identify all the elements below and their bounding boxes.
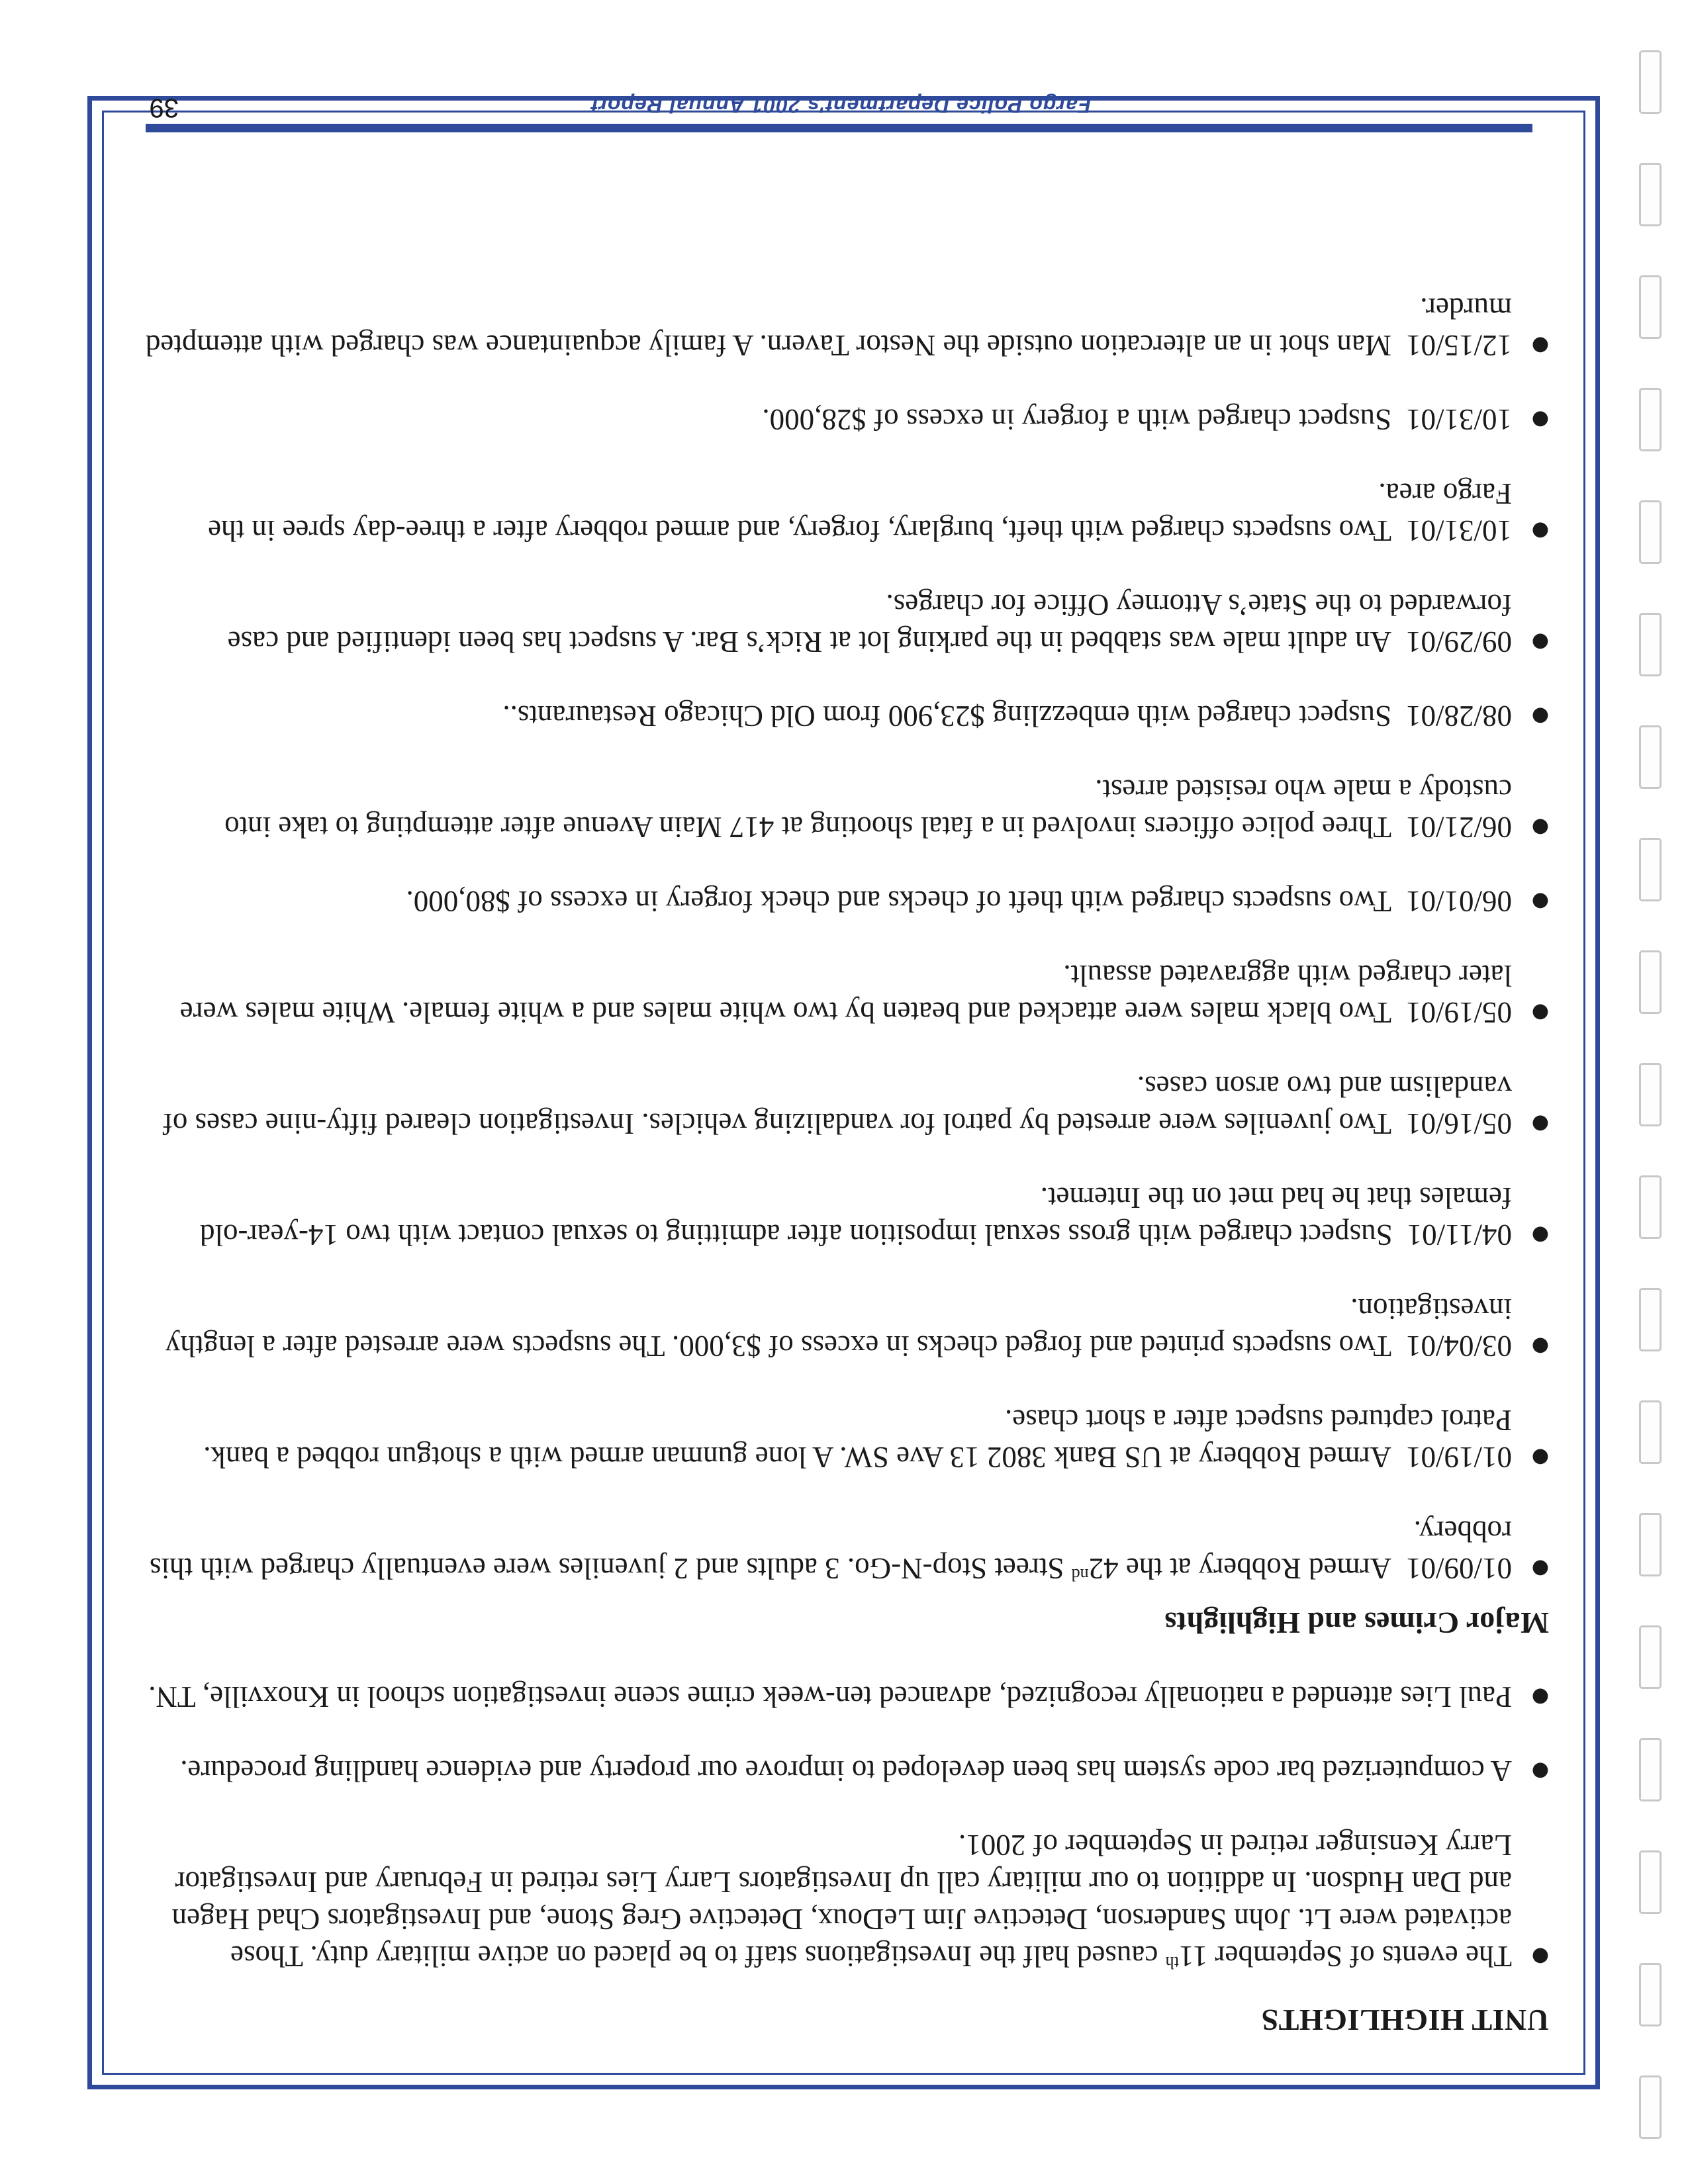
crime-superscript: nd [1071, 1565, 1089, 1584]
crime-date: 03/04/01 [1405, 1330, 1512, 1363]
crime-description: Suspect charged with a forgery in excess of $28,000. [762, 403, 1391, 436]
item-text: The events of September 11 [1178, 1940, 1512, 1973]
item-text: A computerized bar code system has been developed to improve our property and evidence handling procedure. [180, 1754, 1512, 1788]
item-superscript: th [1165, 1953, 1179, 1972]
crime-description-continued: Street Stop-N-Go. 3 adults and 2 juveniles were eventually charged with this robbery. [149, 1515, 1512, 1585]
crime-description: Suspect charged with embezzling $23,900 from Old Chicago Restaurants.. [502, 700, 1391, 733]
item-text: Paul Lies attended a nationally recognized, advanced ten-week crime scene investigation school in Knoxville, TN. [148, 1680, 1512, 1713]
crime-description: Two black males were attacked and beaten by two white males and a white female. White males were later charged with aggravated assault. [179, 959, 1512, 1029]
crime-date: 08/28/01 [1405, 700, 1512, 733]
crime-description: Two suspects charged with theft of checks and check forgery in excess of $80,000. [406, 885, 1391, 918]
crime-date: 05/16/01 [1405, 1107, 1512, 1140]
crime-date: 06/21/01 [1405, 811, 1512, 844]
crime-description: Armed Robbery at the 42 [1088, 1552, 1391, 1585]
crime-description: Armed Robbery at US Bank 3802 13 Ave SW. A lone gunman armed with a shotgun robbed a bank. Patrol captured suspect after a short chase. [203, 1404, 1512, 1474]
crime-description: An adult male was stabbed in the parking lot at Rick’s Bar. A suspect has been identified and case forwarded to the State’s Attorney Office for charges. [227, 588, 1512, 659]
crime-date: 01/09/01 [1405, 1552, 1512, 1585]
crime-date: 01/19/01 [1405, 1441, 1512, 1474]
crime-date: 12/15/01 [1405, 329, 1512, 362]
major-crimes-title: Major Crimes and Highlights [1164, 1606, 1549, 1640]
crime-description: Two juveniles were arrested by patrol for vandalizing vehicles. Investigation cleared fifty-nine cases of vandalism and two arson cases. [162, 1070, 1512, 1140]
unit-highlights-title: UNIT HIGHLIGHTS [1261, 2003, 1549, 2037]
crime-date: 10/31/01 [1405, 403, 1512, 436]
footer-rule [146, 124, 1532, 132]
page-number: 39 [149, 93, 179, 122]
crime-description: Three police officers involved in a fatal shooting at 417 Main Avenue after attempting to take into custody a male who resisted arrest. [224, 774, 1512, 844]
crime-description: Suspect charged with gross sexual imposition after admitting to sexual contact with two 14-year-old females that he had met on the Internet. [200, 1181, 1512, 1251]
crime-date: 06/01/01 [1405, 885, 1512, 918]
crime-description: Man shot in an altercation outside the Nestor Tavern. A family acquaintance was charged with attempted murder. [145, 292, 1512, 362]
crime-date: 04/11/01 [1407, 1218, 1512, 1251]
crime-date: 09/29/01 [1405, 625, 1512, 659]
crime-date: 10/31/01 [1405, 514, 1512, 547]
crime-description: Two suspects printed and forged checks in excess of $3,000. The suspects were arrested after a lengthy investigation. [165, 1293, 1512, 1363]
crime-description: Two suspects charged with theft, burglary, forgery, and armed robbery after a three-day spree in the Fargo area. [208, 477, 1512, 547]
footer-report-title: Fargo Police Department's 2001 Annual Report [590, 93, 1092, 117]
item-text-continued: caused half the Investigations staff to be placed on active military duty. Those activated were Lt. John Sanderson, Detective Jim LeDoux, Detective Greg Stone, and Investigators Chad Hagen and Dan Hudson. In addition to our military call up Investigators Larry Lies retired in February and Investigator Larry Kensinger retired in September of 2001. [171, 1829, 1512, 1973]
crime-date: 05/19/01 [1405, 996, 1512, 1029]
